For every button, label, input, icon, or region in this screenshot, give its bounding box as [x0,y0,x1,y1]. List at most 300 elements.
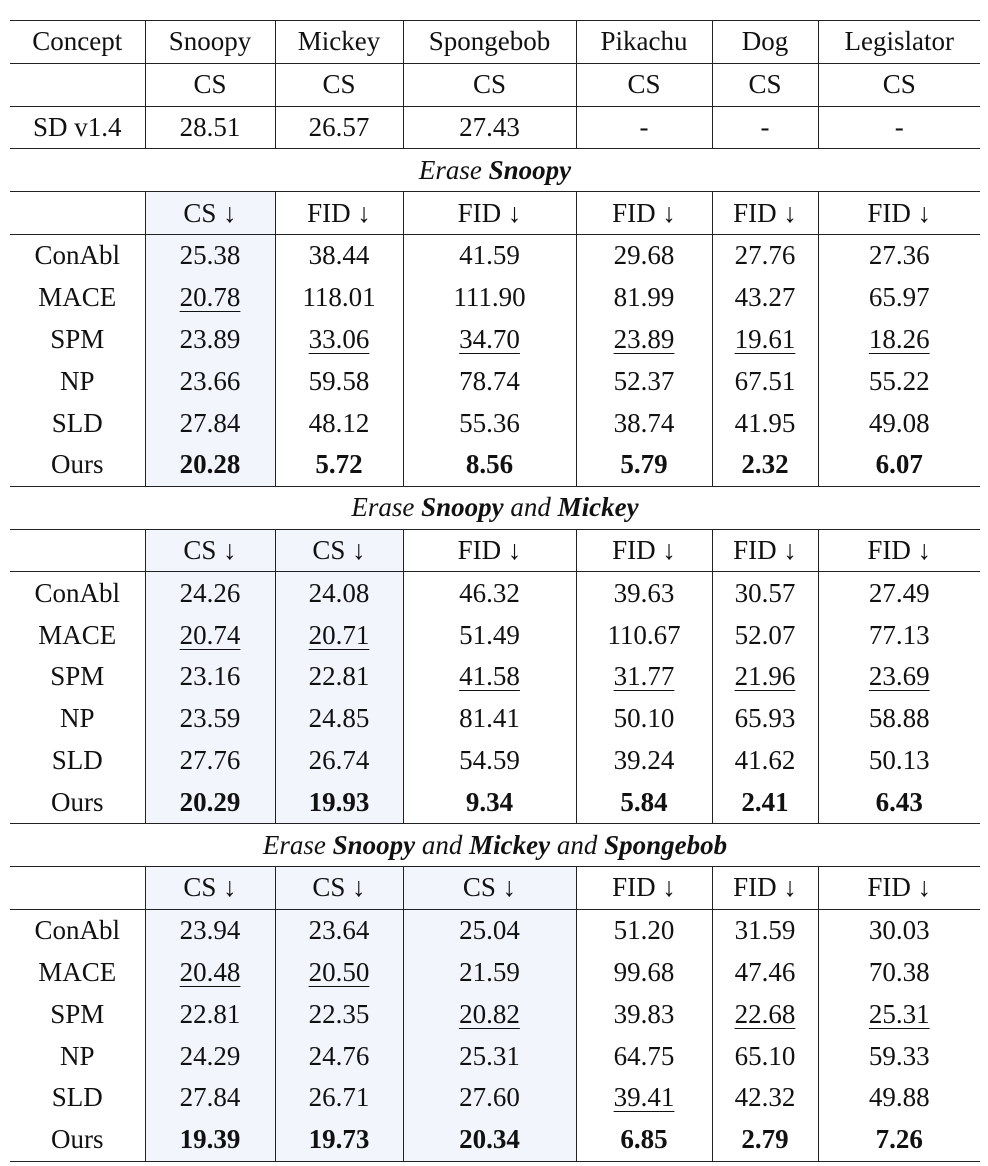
value-cell [576,909,712,951]
value-cell [712,277,818,319]
section-title-text: Erase [418,154,489,185]
metric-value: 65.97 [868,282,930,313]
concept-label: Concept [10,21,145,64]
value-cell [818,1035,980,1077]
value-cell [145,1035,275,1077]
value-cell [576,234,712,276]
value-cell [275,444,403,486]
value-cell [576,402,712,444]
metric-cell: FID ↓ [403,192,576,235]
method-label: ConAbl [10,572,145,614]
metric-value: 19.61 [734,323,796,354]
value-cell [403,698,576,740]
metric-value: 24.29 [179,1040,241,1071]
metric-value: 26.71 [308,1082,370,1113]
metric-header-cell: CS [818,63,980,106]
metric-value: 8.56 [465,449,514,480]
method-row [10,740,980,782]
metric-value: 23.66 [179,365,241,396]
metric-value: 46.32 [459,577,520,608]
value-cell [403,572,576,614]
baseline-row [10,106,980,149]
value-cell [403,1077,576,1119]
value-cell [403,1035,576,1077]
metric-value: 27.84 [179,1082,241,1113]
value-cell [818,444,980,486]
section-title [10,824,980,867]
value-cell [712,1035,818,1077]
method-row [10,444,980,486]
metric-value: 41.62 [734,744,796,775]
value-cell [145,402,275,444]
value-cell [818,781,980,823]
method-label: NP [59,1040,95,1071]
value-cell [712,234,818,276]
value-cell [403,993,576,1035]
metric-value: 111.90 [453,282,526,313]
value-cell [275,402,403,444]
value-cell [712,360,818,402]
metric-cell: FID ↓ [712,866,818,909]
metric-value: 31.59 [734,915,796,946]
metric-value: 6.85 [620,1124,668,1155]
metric-value: 20.28 [179,449,241,480]
value-cell [403,444,576,486]
value-cell [818,909,980,951]
baseline-value: - [818,106,980,149]
metric-value: 2.41 [741,786,789,817]
value-cell [576,952,712,994]
value-cell [712,1077,818,1119]
metric-value: 30.57 [734,577,796,608]
value-cell [576,614,712,656]
metric-value: 38.44 [308,240,370,271]
metric-value: 78.74 [459,365,520,396]
metric-value: 24.85 [308,703,370,734]
value-cell [145,1077,275,1119]
metric-value: 110.67 [607,619,681,650]
metric-value: 52.07 [734,619,796,650]
metric-value: 64.75 [613,1040,675,1071]
value-cell [403,614,576,656]
metric-value: 26.74 [308,744,370,775]
metric-value: 2.32 [741,449,789,480]
value-cell [818,614,980,656]
value-cell [145,277,275,319]
metric-value: 67.51 [734,365,796,396]
metric-value: 59.58 [308,365,370,396]
concept-header-cell: Spongebob [403,21,576,64]
metric-value: 22.81 [179,998,241,1029]
value-cell [712,444,818,486]
metric-value: 20.50 [308,956,370,987]
value-cell [818,319,980,361]
value-cell [712,909,818,951]
metric-value: 41.59 [459,240,520,271]
method-row [10,952,980,994]
metric-value: 24.76 [308,1040,370,1071]
metric-cell: FID ↓ [403,529,576,572]
metric-cell: CS ↓ [275,529,403,572]
metric-value: 52.37 [613,365,675,396]
metric-value: 50.13 [868,744,930,775]
method-label: MACE [38,956,117,987]
method-label: SPM [50,661,105,692]
value-cell [145,319,275,361]
metric-value: 25.04 [459,915,520,946]
baseline-label: SD v1.4 [10,106,145,149]
metric-value: 20.48 [179,956,241,987]
metric-value: 23.69 [868,661,930,692]
metric-value: 24.08 [308,577,370,608]
metric-value: 23.89 [613,323,675,354]
metric-header-cell: CS [275,63,403,106]
value-cell [712,740,818,782]
metric-value: 23.64 [308,915,370,946]
metric-value: 39.41 [613,1082,675,1113]
concept-header-cell: Snoopy [145,21,275,64]
concept-erasure-results-table [10,20,980,1162]
value-cell [576,698,712,740]
metric-value: 27.84 [179,407,241,438]
metric-value: 19.39 [179,1124,241,1155]
value-cell [145,781,275,823]
value-cell [576,781,712,823]
metric-value: 27.49 [868,577,930,608]
value-cell [145,614,275,656]
section-title-concept: Snoopy [421,492,504,523]
value-cell [145,993,275,1035]
metric-value: 33.06 [308,323,370,354]
method-label: NP [59,365,95,396]
metric-value: 27.60 [459,1082,520,1113]
method-label: SLD [51,744,103,775]
metric-value: 5.79 [620,449,668,480]
value-cell [403,319,576,361]
baseline-value: - [576,106,712,149]
value-cell [275,993,403,1035]
empty-cell [10,63,145,106]
metric-cell: FID ↓ [576,529,712,572]
baseline-value: 27.43 [403,106,576,149]
value-cell [275,909,403,951]
value-cell [403,781,576,823]
concept-header-cell: Mickey [275,21,403,64]
empty-cell [10,866,145,909]
value-cell [145,234,275,276]
metric-header-cell: CS [145,63,275,106]
method-label: Ours [51,786,104,817]
metric-value: 21.59 [459,956,520,987]
metric-value: 20.34 [459,1124,520,1155]
metric-value: 20.74 [179,619,241,650]
value-cell [576,1119,712,1161]
metric-value: 50.10 [613,703,675,734]
metric-value: 22.81 [308,661,370,692]
section-title-row [10,149,980,192]
value-cell [712,698,818,740]
metric-value: 43.27 [734,282,796,313]
value-cell [818,1077,980,1119]
metric-value: 38.74 [613,407,675,438]
metric-cell: CS ↓ [145,192,275,235]
metric-value: 6.07 [875,449,923,480]
value-cell [818,277,980,319]
value-cell [818,993,980,1035]
section-title-row [10,824,980,867]
value-cell [145,698,275,740]
metric-value: 58.88 [868,703,930,734]
section-metric-row [10,529,980,572]
metric-value: 29.68 [613,240,675,271]
value-cell [576,277,712,319]
metric-cell: FID ↓ [275,192,403,235]
metric-value: 21.96 [734,661,796,692]
method-label: MACE [38,282,117,313]
method-label: NP [59,703,95,734]
metric-value: 27.76 [179,744,241,775]
value-cell [275,656,403,698]
method-row [10,572,980,614]
value-cell [403,656,576,698]
metric-value: 39.83 [613,998,675,1029]
metric-value: 51.49 [459,619,520,650]
value-cell [818,572,980,614]
section-title [10,149,980,192]
concept-header-cell: Dog [712,21,818,64]
metric-value: 77.13 [868,619,930,650]
value-cell [576,360,712,402]
value-cell [275,572,403,614]
empty-cell [10,529,145,572]
metric-value: 39.63 [613,577,675,608]
metric-value: 31.77 [613,661,675,692]
metric-value: 20.78 [179,282,241,313]
metric-value: 5.84 [620,786,668,817]
metric-value: 5.72 [315,449,363,480]
metric-value: 118.01 [302,282,376,313]
metric-value: 7.26 [875,1124,923,1155]
section-title-concept: Snoopy [332,829,416,860]
value-cell [576,740,712,782]
metric-value: 51.20 [613,915,675,946]
value-cell [712,572,818,614]
section-title-text: and [550,829,605,860]
metric-value: 49.88 [868,1082,930,1113]
value-cell [818,952,980,994]
metric-value: 65.93 [734,703,796,734]
value-cell [818,656,980,698]
value-cell [145,360,275,402]
method-row [10,993,980,1035]
value-cell [818,1119,980,1161]
method-row [10,402,980,444]
value-cell [403,740,576,782]
value-cell [403,952,576,994]
metric-cell: FID ↓ [576,192,712,235]
metric-cell: CS ↓ [145,866,275,909]
value-cell [818,740,980,782]
metric-value: 47.46 [734,956,796,987]
method-label: ConAbl [10,909,145,951]
metric-value: 54.59 [459,744,520,775]
method-row [10,656,980,698]
metric-header-cell: CS [403,63,576,106]
method-label: SLD [51,1082,103,1113]
method-label: SPM [50,998,105,1029]
value-cell [818,402,980,444]
value-cell [145,740,275,782]
metric-value: 9.34 [465,786,514,817]
value-cell [576,1077,712,1119]
value-cell [275,740,403,782]
value-cell [403,1119,576,1161]
metric-value: 55.22 [868,365,930,396]
value-cell [712,781,818,823]
value-cell [712,319,818,361]
results-table-figure [10,20,980,1162]
metric-value: 22.68 [734,998,796,1029]
method-row [10,360,980,402]
concept-header-cell: Pikachu [576,21,712,64]
value-cell [712,656,818,698]
metric-value: 55.36 [459,407,520,438]
method-label: Ours [51,449,104,480]
value-cell [576,1035,712,1077]
value-cell [403,909,576,951]
value-cell [712,993,818,1035]
value-cell [818,698,980,740]
value-cell [145,656,275,698]
metric-value: 34.70 [459,323,520,354]
method-label: SLD [51,407,103,438]
empty-cell [10,192,145,235]
metric-value: 20.29 [179,786,241,817]
metric-value: 39.24 [613,744,675,775]
value-cell [712,614,818,656]
metric-value: 25.31 [459,1040,520,1071]
section-metric-row [10,192,980,235]
value-cell [576,444,712,486]
metric-value: 59.33 [868,1040,930,1071]
metric-cell: FID ↓ [818,529,980,572]
baseline-value: - [712,106,818,149]
value-cell [145,952,275,994]
method-label: Ours [10,1119,145,1161]
value-cell [712,402,818,444]
value-cell [403,277,576,319]
section-title-text: and [503,492,558,523]
value-cell [275,952,403,994]
section-title-concept: Snoopy [488,154,572,185]
metric-value: 42.32 [734,1082,796,1113]
method-label: SPM [50,323,105,354]
metric-cell: FID ↓ [712,529,818,572]
metric-value: 41.95 [734,407,796,438]
method-row [10,909,980,951]
metric-cell: FID ↓ [818,192,980,235]
method-row [10,698,980,740]
metric-value: 81.99 [613,282,675,313]
value-cell [712,952,818,994]
metric-cell: FID ↓ [818,866,980,909]
section-title-text: and [415,829,470,860]
value-cell [145,1119,275,1161]
section-title-row [10,486,980,529]
metric-value: 48.12 [308,407,370,438]
metric-value: 23.94 [179,915,241,946]
sections-body [10,149,980,1161]
value-cell [818,360,980,402]
value-cell [576,319,712,361]
metric-header-cell: CS [576,63,712,106]
value-cell [275,1119,403,1161]
value-cell [145,572,275,614]
section-metric-row [10,866,980,909]
section-title-concept: Mickey [557,492,639,523]
metric-cell: CS ↓ [403,866,576,909]
metric-value: 41.58 [459,661,520,692]
value-cell [275,360,403,402]
value-cell [275,698,403,740]
metric-value: 6.43 [875,786,923,817]
metric-cell: CS ↓ [275,866,403,909]
concept-header-cell: Legislator [818,21,980,64]
value-cell [818,234,980,276]
metric-value: 18.26 [868,323,930,354]
metric-value: 24.26 [179,577,241,608]
value-cell [576,656,712,698]
section-title-text: Erase [351,492,422,523]
value-cell [275,234,403,276]
value-cell [275,1077,403,1119]
value-cell [145,909,275,951]
metric-header-cell: CS [712,63,818,106]
metric-header-row [10,63,980,106]
method-row [10,781,980,823]
metric-value: 65.10 [734,1040,796,1071]
method-row [10,277,980,319]
metric-value: 23.16 [179,661,241,692]
metric-value: 23.59 [179,703,241,734]
method-label: MACE [38,619,117,650]
method-row [10,1077,980,1119]
value-cell [403,234,576,276]
section-title [10,486,980,529]
method-row [10,1035,980,1077]
metric-value: 23.89 [179,323,241,354]
metric-value: 49.08 [868,407,930,438]
metric-value: 30.03 [868,915,930,946]
value-cell [145,444,275,486]
metric-value: 25.38 [179,240,241,271]
section-title-text: Erase [262,829,333,860]
value-cell [712,1119,818,1161]
metric-cell: FID ↓ [712,192,818,235]
value-cell [275,319,403,361]
value-cell [275,1035,403,1077]
metric-value: 20.82 [459,998,520,1029]
method-row [10,1119,980,1161]
value-cell [275,781,403,823]
metric-cell: CS ↓ [145,529,275,572]
method-row [10,319,980,361]
metric-value: 19.73 [308,1124,370,1155]
baseline-value: 28.51 [145,106,275,149]
section-title-concept: Spongebob [604,829,728,860]
value-cell [275,277,403,319]
metric-value: 70.38 [868,956,930,987]
